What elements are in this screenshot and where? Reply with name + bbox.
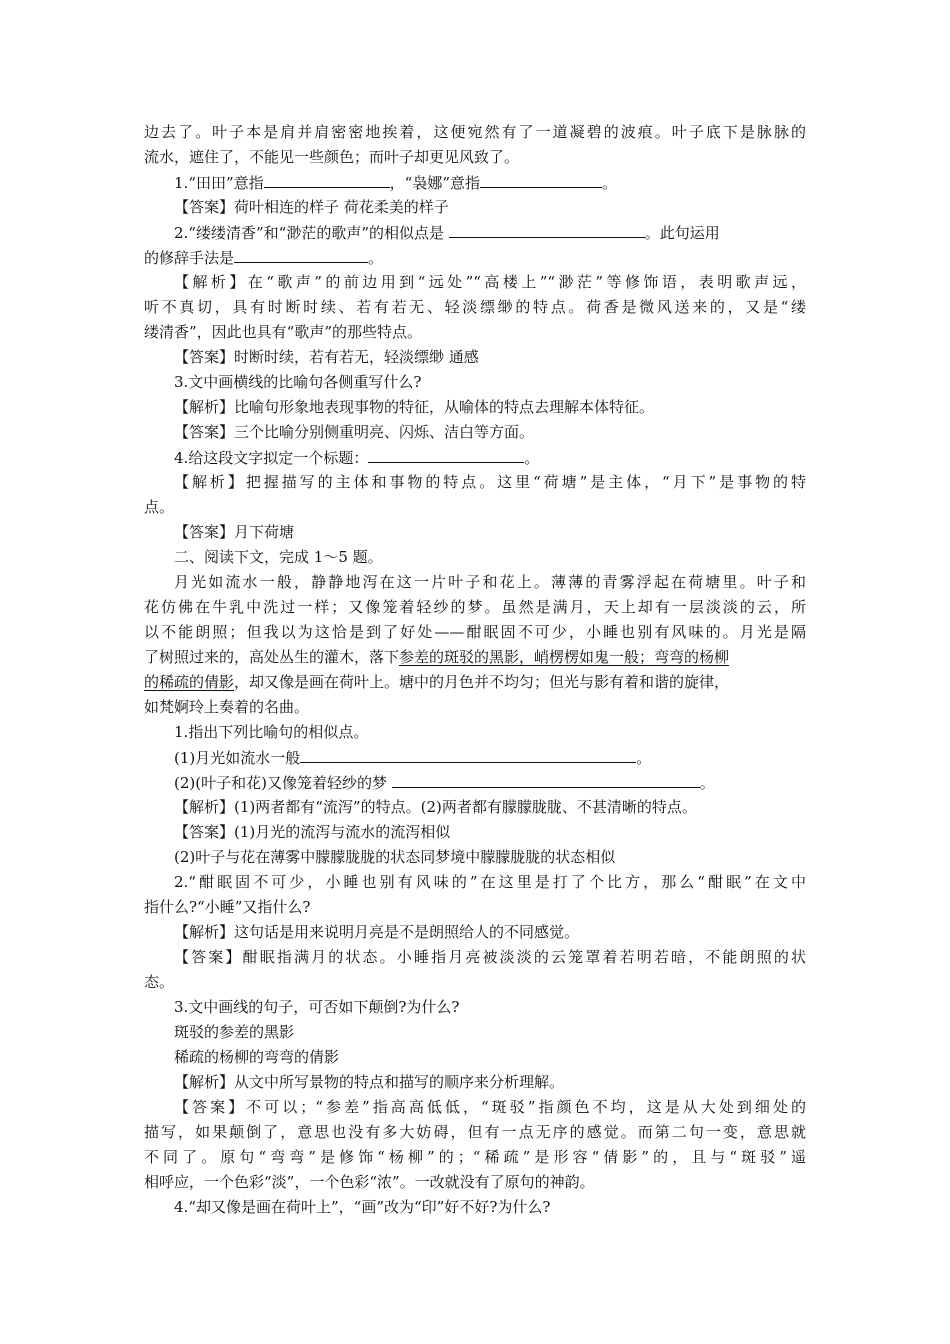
passage-text: ，却又像是画在荷叶上。塘中的月色并不均匀；但光与影有着和谐的旋律，: [234, 673, 730, 691]
passage-line: 以不能朗照；但我以为这恰是到了好处——酣眠固不可少，小睡也别有风味的。月光是隔: [144, 623, 806, 641]
answer-blank: [449, 220, 645, 238]
answer-blank: [480, 170, 602, 188]
answer-line: 【答案】荷叶相连的样子 荷花柔美的样子: [174, 198, 449, 216]
text-line: 流水，遮住了，不能见一些颜色；而叶子却更见风致了。: [144, 148, 520, 166]
answer-line: 【答案】时断时续，若有若无，轻淡缥缈 通感: [174, 348, 479, 366]
passage-line: 月光如流水一般，静静地泻在这一片叶子和花上。薄薄的青雾浮起在荷塘里。叶子和: [174, 573, 806, 591]
answer-line: 【答案】酣眠指满月的状态。小睡指月亮被淡淡的云笼罩着若明若暗，不能朗照的状: [174, 948, 806, 966]
sample-sentence: 稀疏的杨柳的弯弯的倩影: [174, 1048, 340, 1066]
analysis-line: 【解析】在“歌声”的前边用到“远处”“高楼上”“渺茫”等修饰语，表明歌声远，: [174, 273, 806, 291]
question-text: (1)月光如流水一般: [174, 749, 301, 767]
question-text: 。: [368, 249, 384, 267]
question-text: 4.给这段文字拟定一个标题：: [174, 449, 369, 467]
question-b2-cont: 指什么?“小睡”又指什么?: [144, 898, 311, 916]
question-text: (2)(叶子和花)又像笼着轻纱的梦: [174, 774, 392, 792]
answer-blank: [264, 170, 390, 188]
document-page: [144, 120, 806, 1220]
text-line: 边去了。叶子本是肩并肩密密地挨着，这便宛然有了一道凝碧的波痕。叶子底下是脉脉的: [144, 123, 806, 141]
question-text: 的修辞手法是: [144, 249, 235, 267]
analysis-line: 点。: [144, 498, 175, 516]
answer-line: (2)叶子与花在薄雾中朦朦胧胧的状态同梦境中朦朦胧胧的状态相似: [174, 848, 616, 866]
analysis-line: 【解析】把握描写的主体和事物的特点。这里“荷塘”是主体，“月下”是事物的特: [174, 473, 806, 491]
question-text: 2.“缕缕清香”和“渺茫的歌声”的相似点是: [174, 224, 449, 242]
answer-blank: [300, 745, 636, 763]
answer-line: 态。: [144, 973, 175, 991]
question-2-cont: [144, 245, 806, 270]
question-text: 。: [524, 449, 540, 467]
answer-line: 【答案】(1)月光的流泻与流水的流泻相似: [174, 823, 451, 841]
passage-line: 花仿佛在牛乳中洗过一样；又像笼着轻纱的梦。虽然是满月，天上却有一层淡淡的云，所: [144, 598, 806, 616]
analysis-line: 【解析】比喻句形象地表现事物的特征，从喻体的特点去理解本体特征。: [174, 398, 655, 416]
answer-line: 【答案】不可以；“参差”指高高低低，“斑驳”指颜色不均，这是从大处到细处的: [174, 1098, 806, 1116]
sample-sentence: 斑驳的参差的黑影: [174, 1023, 295, 1041]
passage-text: 了树照过来的，高处丛生的灌木，落下: [144, 648, 400, 666]
question-b4: 4.“却又像是画在荷叶上”，“画”改为“印”好不好?为什么?: [174, 1198, 551, 1216]
analysis-line: 听不真切，具有时断时续、若有若无、轻淡缥缈的特点。荷香是微风送来的，又是“缕: [144, 298, 806, 316]
analysis-line: 【解析】(1)两者都有“流泻”的特点。(2)两者都有朦朦胧胧、不甚清晰的特点。: [174, 798, 697, 816]
answer-line: 【答案】月下荷塘: [174, 523, 295, 541]
question-text: 1.“田田”意指: [174, 174, 264, 192]
answer-line: 【答案】三个比喻分别侧重明亮、闪烁、洁白等方面。: [174, 423, 535, 441]
answer-blank: [392, 770, 700, 788]
answer-blank: [368, 445, 524, 463]
sub-question: [144, 770, 806, 795]
section-heading: 二、阅读下文，完成 1～5 题。: [174, 548, 383, 566]
passage-line: 如梵婀玲上奏着的名曲。: [144, 698, 310, 716]
answer-blank: [234, 245, 368, 263]
sub-question: [144, 745, 806, 770]
passage-line: [144, 670, 806, 695]
analysis-line: 【解析】从文中所写景物的特点和描写的顺序来分析理解。: [174, 1073, 565, 1091]
underlined-sentence: 的稀疏的倩影: [144, 673, 235, 691]
question-3: 3.文中画横线的比喻句各侧重写什么?: [174, 373, 422, 391]
question-text: 。: [602, 174, 618, 192]
question-4: [144, 445, 806, 470]
question-2: [144, 220, 806, 245]
analysis-line: 【解析】这句话是用来说明月亮是不是朗照给人的不同感觉。: [174, 923, 580, 941]
question-b3: 3.文中画线的句子，可否如下颠倒?为什么?: [174, 998, 460, 1016]
question-b2: 2.“酣眠固不可少，小睡也别有风味的”在这里是打了个比方，那么“酣眠”在文中: [174, 873, 806, 891]
question-text: ，“袅娜”意指: [389, 174, 480, 192]
question-text: 。此句运用: [644, 224, 720, 242]
underlined-sentence: 参差的斑驳的黑影，峭楞楞如鬼一般；弯弯的杨柳: [399, 648, 730, 666]
passage-line: [144, 645, 806, 670]
answer-line: 描写，如果颠倒了，意思也没有多大妨碍，但有一点无序的感觉。而第二句一变，意思就: [144, 1123, 806, 1141]
question-text: 。: [699, 774, 715, 792]
question-b1: 1.指出下列比喻句的相似点。: [174, 723, 369, 741]
question-text: 。: [636, 749, 652, 767]
question-1: [144, 170, 806, 195]
answer-line: 相呼应，一个色彩“淡”，一个色彩“浓”。一改就没有了原句的神韵。: [144, 1173, 595, 1191]
analysis-line: 缕清香”，因此也具有“歌声”的那些特点。: [144, 323, 423, 341]
answer-line: 不同了。原句“弯弯”是修饰“杨柳”的；“稀疏”是形容“倩影”的，且与“斑驳”遥: [144, 1148, 806, 1166]
